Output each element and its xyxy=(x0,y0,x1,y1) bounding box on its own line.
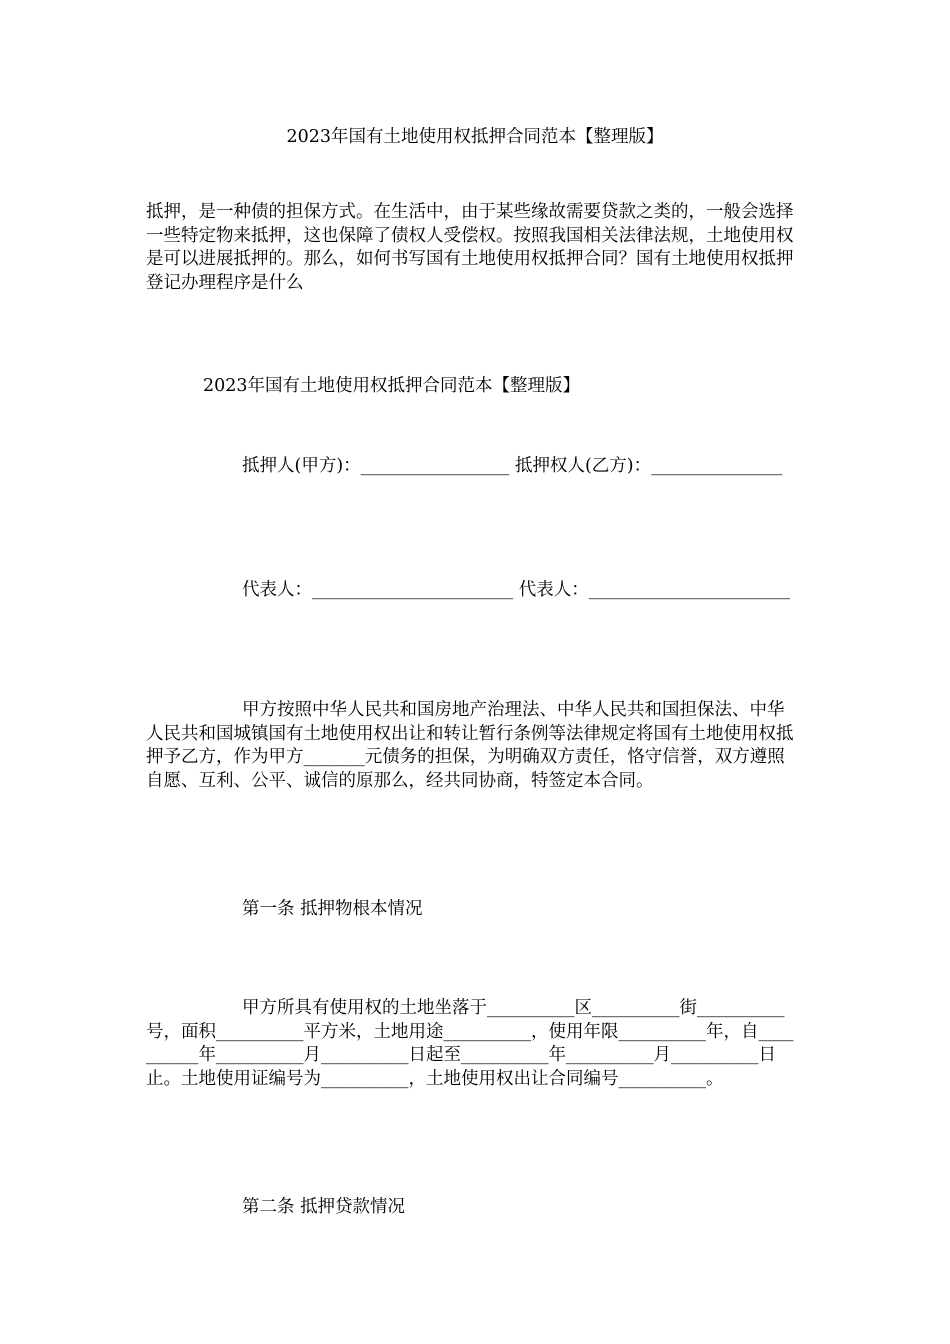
representatives-line: 代表人：_______________________ 代表人：_______________________ xyxy=(242,580,791,600)
article-1-body: 甲方所具有使用权的土地坐落于__________区__________街__________号，面积__________平方米，土地用途__________，使用年限__________年，自__________年__________月__________日起至__________年__________月__________日止。土地使用证编号为__________，土地使用权出让合同编号__________。 xyxy=(146,998,794,1089)
preamble-paragraph: 甲方按照中华人民共和国房地产治理法、中华人民共和国担保法、中华人民共和国城镇国有土地使用权出让和转让暂行条例等法律规定将国有土地使用权抵押予乙方，作为甲方_______元债务的担保，为明确双方责任，恪守信誉，双方遵照自愿、互利、公平、诚信的原那么，经共同协商，特签定本合同。 xyxy=(146,700,794,791)
contract-title: 2023年国有土地使用权抵押合同范本【整理版】 xyxy=(203,376,581,396)
intro-paragraph: 抵押，是一种债的担保方式。在生活中，由于某些缘故需要贷款之类的，一般会选择一些特定物来抵押，这也保障了债权人受偿权。按照我国相关法律法规，土地使用权是可以进展抵押的。那么，如何书写国有土地使用权抵押合同？国有土地使用权抵押登记办理程序是什么 xyxy=(146,202,794,293)
article-1-heading: 第一条 抵押物根本情况 xyxy=(242,899,423,919)
document-title: 2023年国有土地使用权抵押合同范本【整理版】 xyxy=(286,127,664,147)
parties-line: 抵押人(甲方)：_________________ 抵押权人(乙方)：_______________ xyxy=(242,456,783,476)
article-2-heading: 第二条 抵押贷款情况 xyxy=(242,1197,406,1217)
